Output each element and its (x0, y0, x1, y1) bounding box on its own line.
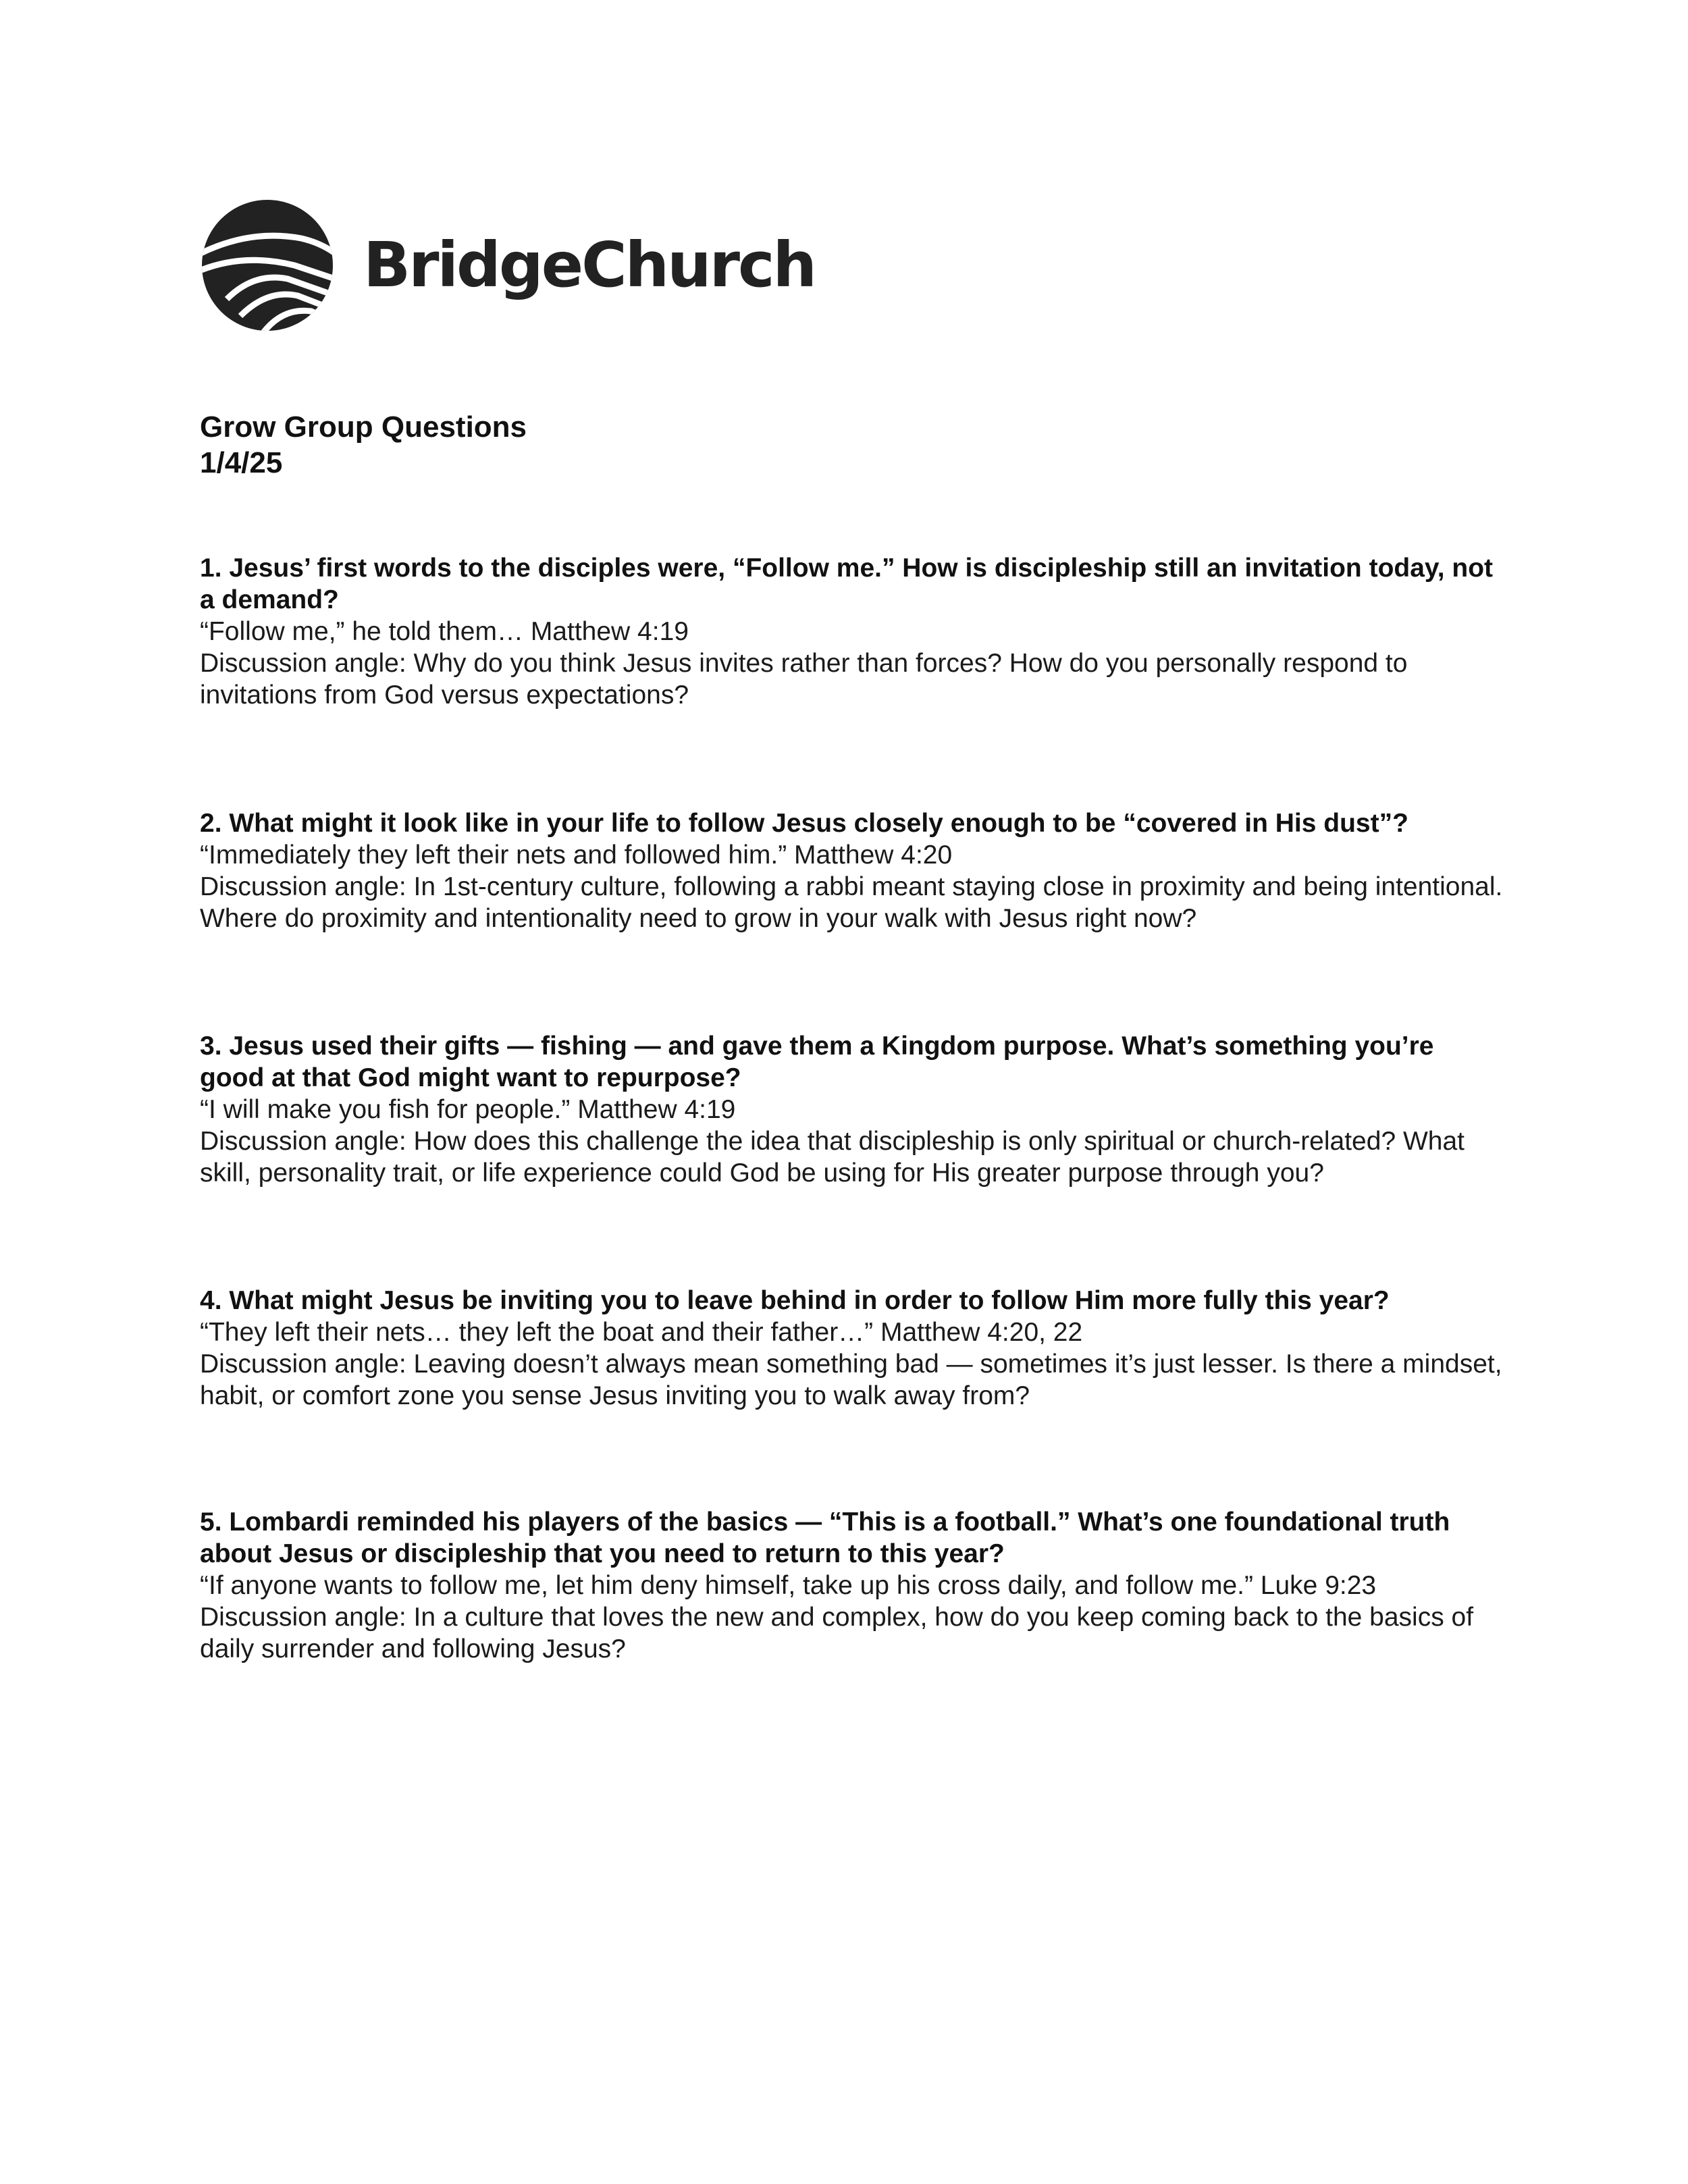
document-date: 1/4/25 (200, 446, 283, 479)
question-title: 2. What might it look like in your life to follow Jesus closely enough to be “covered in His dust”? (200, 809, 1408, 838)
document-title: Grow Group Questions (200, 410, 527, 444)
question-discussion: Discussion angle: Why do you think Jesus invites rather than forces? How do you personally respond to invitations from God versus expectations? (200, 649, 1408, 710)
document-header (200, 409, 1483, 481)
logo-wordmark: BridgeChurch (363, 228, 816, 301)
question-verse: “If anyone wants to follow me, let him deny himself, take up his cross daily, and follow me.” Luke 9:23 (200, 1571, 1377, 1600)
question-verse: “Follow me,” he told them… Matthew 4:19 (200, 617, 689, 646)
bridge-logo-icon (200, 198, 335, 333)
question-item (200, 1285, 1503, 1412)
question-verse: “I will make you fish for people.” Matthew 4:19 (200, 1095, 736, 1124)
church-logo (200, 196, 816, 334)
question-verse: “They left their nets… they left the boat and their father…” Matthew 4:20, 22 (200, 1318, 1083, 1347)
question-discussion: Discussion angle: How does this challenge the idea that discipleship is only spiritual or church-related? What skill, personality trait, or life experience could God be using for His greater purpose through you? (200, 1127, 1465, 1188)
question-item (200, 1030, 1503, 1189)
question-item (200, 1506, 1503, 1665)
question-discussion: Discussion angle: In a culture that loves the new and complex, how do you keep coming back to the basics of daily surrender and following Jesus? (200, 1603, 1474, 1663)
question-item (200, 552, 1503, 711)
question-title: 3. Jesus used their gifts — fishing — and gave them a Kingdom purpose. What’s something you’re good at that God might want to repurpose? (200, 1032, 1434, 1092)
question-item (200, 807, 1503, 934)
question-verse: “Immediately they left their nets and followed him.” Matthew 4:20 (200, 841, 953, 870)
question-title: 4. What might Jesus be inviting you to leave behind in order to follow Him more fully this year? (200, 1286, 1390, 1315)
question-discussion: Discussion angle: In 1st-century culture, following a rabbi meant staying close in proximity and being intentional. Where do proximity and intentionality need to grow in your walk with Jesus right now? (200, 872, 1503, 933)
question-discussion: Discussion angle: Leaving doesn’t always mean something bad — sometimes it’s just lesser. Is there a mindset, habit, or comfort zone you sense Jesus inviting you to walk away from? (200, 1350, 1502, 1410)
question-title: 1. Jesus’ first words to the disciples were, “Follow me.” How is discipleship still an invitation today, not a demand? (200, 554, 1493, 614)
question-title: 5. Lombardi reminded his players of the basics — “This is a football.” What’s one foundational truth about Jesus or discipleship that you need to return to this year? (200, 1508, 1450, 1568)
